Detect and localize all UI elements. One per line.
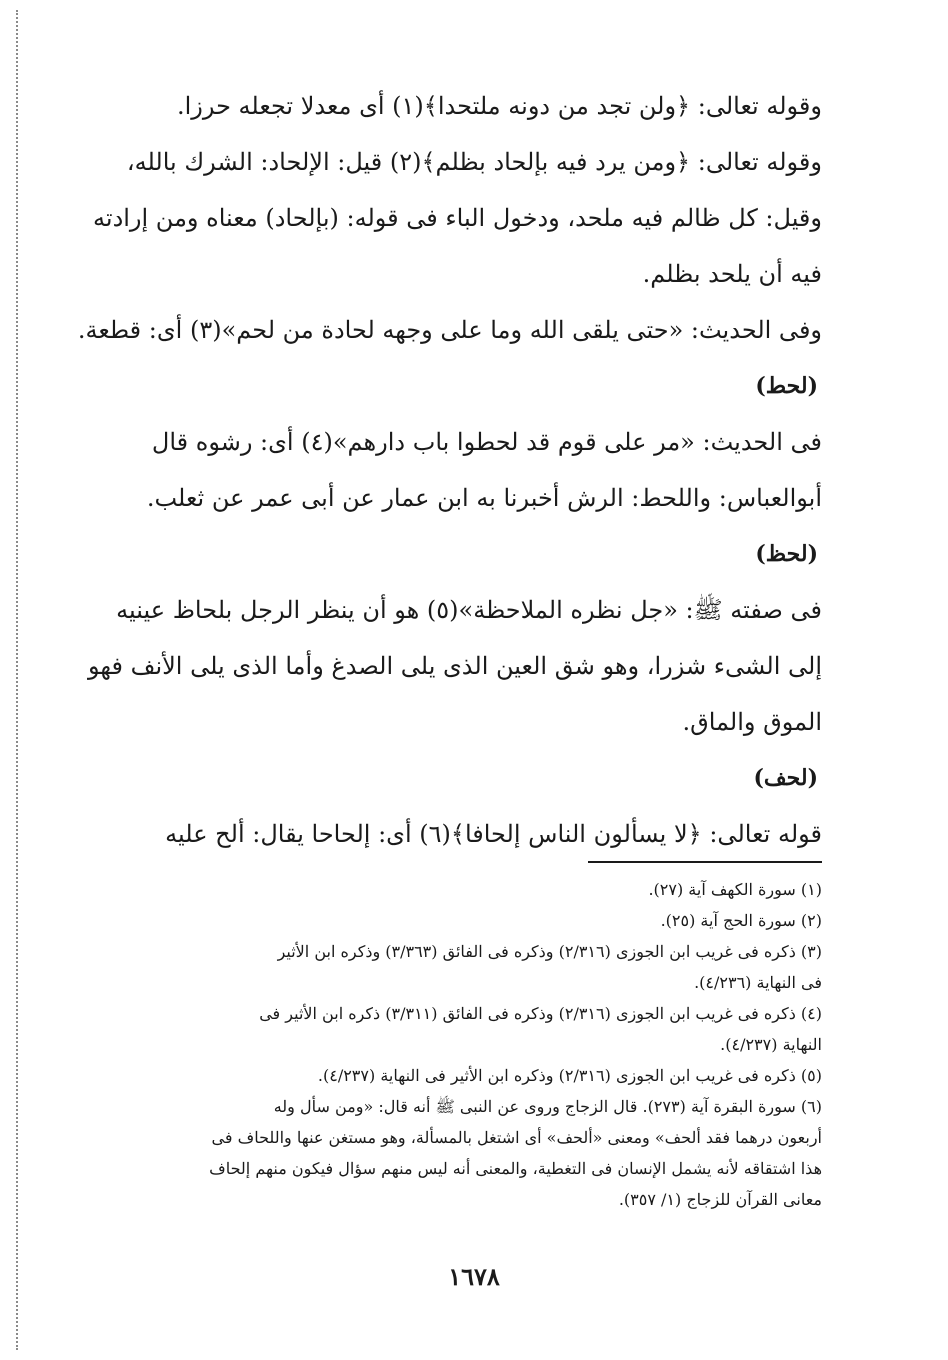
paragraph-lhf-verse: قوله تعالى: ﴿لا يسألون الناس إلحافا﴾(٦) أى: إلحاحا يقال: ألح عليه — [165, 820, 822, 848]
paragraph-ltd-verse: وقوله تعالى: ﴿ولن تجد من دونه ملتحدا﴾(١) أى معدلا تجعله حرزا. — [176, 92, 822, 120]
footnote-4-line-2: النهاية (٤/٢٣٧). — [720, 1035, 822, 1054]
entry-heading-lhz: (لحظ) — [755, 541, 818, 567]
footnote-separator — [588, 861, 822, 863]
paragraph-lhz-line-1: فى صفته ﷺ: «جل نظره الملاحظة»(٥) هو أن ينظر الرجل بلحاظ عينيه — [116, 596, 822, 624]
paragraph-lhz-line-2: إلى الشىء شزرا، وهو شق العين الذى يلى الصدغ وأما الذى يلى الأنف فهو — [88, 652, 822, 680]
footnote-6-line-3: هذا اشتقاقه لأنه يشمل الإنسان فى التغطية، والمعنى أنه ليس منهم سؤال فيكون منهم إلحاف — [209, 1159, 822, 1178]
footnote-4-line-1: (٤) ذكره فى غريب ابن الجوزى (٢/٣١٦) وذكره فى الفائق (٣/٣١١) ذكره ابن الأثير فى — [259, 1004, 822, 1023]
paragraph-ilhad-line-1: وقوله تعالى: ﴿ومن يرد فيه بإلحاد بظلم﴾(٢) قيل: الإلحاد: الشرك بالله، — [126, 148, 822, 176]
paragraph-lhz-line-3: الموق والماق. — [682, 708, 822, 736]
main-text — [77, 78, 822, 862]
entry-heading-lhf: (لحف) — [753, 765, 818, 791]
footnote-2: (٢) سورة الحج آية (٢٥). — [660, 911, 822, 930]
footnote-3-line-2: فى النهاية (٤/٢٣٦). — [694, 973, 822, 992]
binding-margin-line — [16, 10, 18, 1350]
entry-heading-lht: (لحط) — [755, 373, 818, 399]
page-number: ١٦٧٨ — [448, 1262, 500, 1291]
paragraph-lihada-hadith: وفى الحديث: «حتى يلقى الله وما على وجهه لحادة من لحم»(٣) أى: قطعة. — [77, 316, 822, 344]
footnote-1: (١) سورة الكهف آية (٢٧). — [648, 880, 822, 899]
paragraph-lht-line-2: أبوالعباس: واللحط: الرش أخبرنا به ابن عمار عن أبى عمر عن ثعلب. — [146, 484, 822, 512]
footnotes — [110, 874, 822, 1215]
footnote-3-line-1: (٣) ذكره فى غريب ابن الجوزى (٢/٣١٦) وذكره فى الفائق (٣/٣٦٣) وذكره ابن الأثير — [277, 942, 822, 961]
footnote-6-line-1: (٦) سورة البقرة آية (٢٧٣). قال الزجاج وروى عن النبى ﷺ أنه قال: «ومن سأل وله — [273, 1097, 822, 1116]
footnote-6-line-2: أربعون درهما فقد ألحف» ومعنى «ألحف» أى اشتغل بالمسألة، وهو مستغن عنها واللحاف فى — [211, 1128, 822, 1147]
paragraph-ilhad-line-3: فيه أن يلحد بظلم. — [642, 260, 822, 288]
paragraph-lht-line-1: فى الحديث: «مر على قوم قد لحطوا باب دارهم»(٤) أى: رشوه قال — [151, 428, 822, 456]
paragraph-ilhad-line-2: وقيل: كل ظالم فيه ملحد، ودخول الباء فى قوله: (بإلحاد) معناه ومن إرادته — [93, 204, 822, 232]
footnote-5: (٥) ذكره فى غريب ابن الجوزى (٢/٣١٦) وذكره ابن الأثير فى النهاية (٤/٢٣٧). — [317, 1066, 822, 1085]
footnote-6-line-4: معانى القرآن للزجاج (١/ ٣٥٧). — [618, 1190, 822, 1209]
